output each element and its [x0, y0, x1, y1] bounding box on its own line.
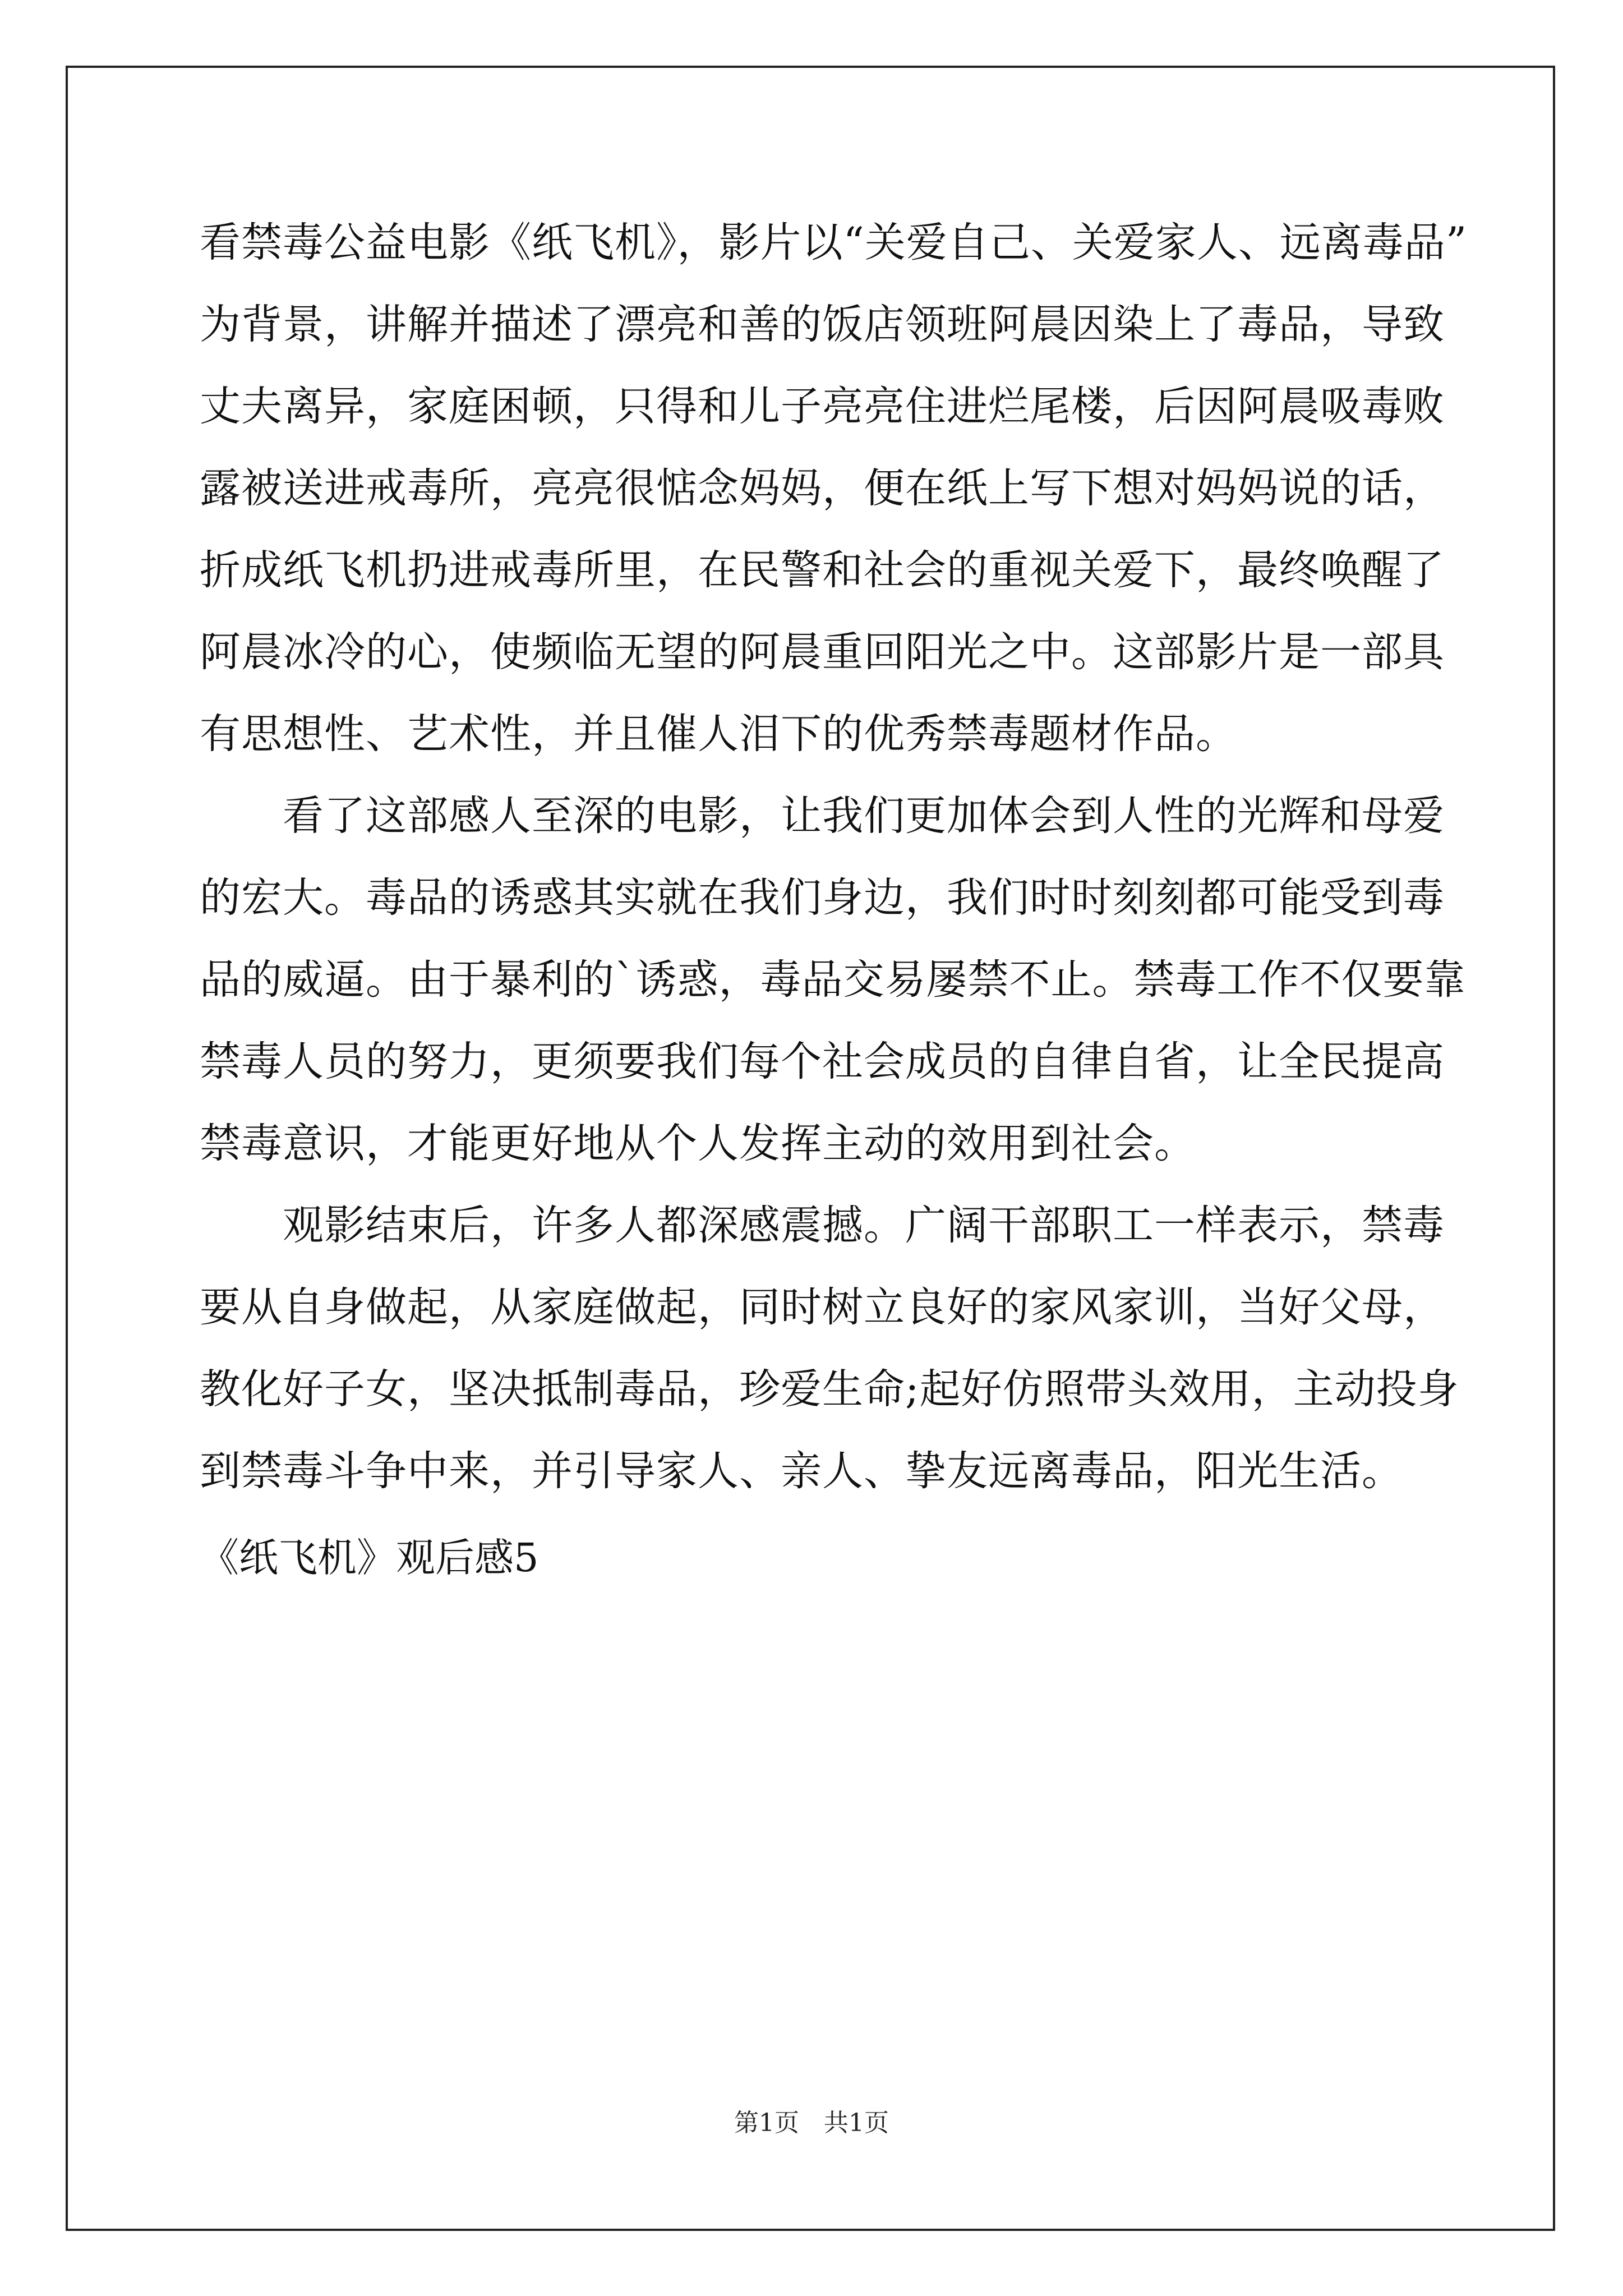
paragraph-1 [200, 202, 1468, 775]
text-line: 为背景，讲解并描述了漂亮和善的饭店领班阿晨因染上了毒品，导致 [200, 301, 1445, 348]
text-line: 丈夫离异，家庭困顿，只得和儿子亮亮住进烂尾楼，后因阿晨吸毒败 [200, 383, 1445, 430]
document-body [200, 202, 1468, 1599]
text-line: 看了这部感人至深的电影，让我们更加体会到人性的光辉和母爱 [283, 792, 1445, 840]
text-line: 看禁毒公益电影《纸飞机》，影片以“关爱自己、关爱家人、远离毒品” [200, 219, 1468, 266]
text-line: 的宏大。毒品的诱惑其实就在我们身边，我们时时刻刻都可能受到毒 [200, 874, 1445, 922]
text-line: 露被送进戒毒所，亮亮很惦念妈妈，便在纸上写下想对妈妈说的话， [200, 464, 1445, 512]
section-heading: 《纸飞机》观后感5 [200, 1535, 539, 1581]
text-line: 折成纸飞机扔进戒毒所里，在民警和社会的重视关爱下，最终唤醒了 [200, 546, 1445, 594]
text-line: 到禁毒斗争中来，并引导家人、亲人、挚友远离毒品，阳光生活。 [200, 1447, 1403, 1495]
text-line: 要从自身做起，从家庭做起，同时树立良好的家风家训，当好父母， [200, 1283, 1445, 1331]
text-line: 禁毒人员的努力，更须要我们每个社会成员的自律自省，让全民提高 [200, 1038, 1445, 1085]
text-line: 阿晨冰冷的心，使频临无望的阿晨重回阳光之中。这部影片是一部具 [200, 628, 1445, 676]
text-line: 观影结束后，许多人都深感震撼。广阔干部职工一样表示，禁毒 [283, 1202, 1445, 1249]
text-line: 禁毒意识，才能更好地从个人发挥主动的效用到社会。 [200, 1120, 1196, 1167]
text-line: 有思想性、艺术性，并且催人泪下的优秀禁毒题材作品。 [200, 710, 1237, 758]
page-footer: 第1页 共1页 [734, 2109, 889, 2137]
text-line: 品的威逼。由于暴利的`诱惑，毒品交易屡禁不止。禁毒工作不仅要靠 [200, 956, 1466, 1004]
paragraph-2 [200, 775, 1466, 1185]
text-line: 教化好子女，坚决抵制毒品，珍爱生命;起好仿照带头效用，主动投身 [200, 1365, 1459, 1413]
paragraph-3 [200, 1185, 1459, 1512]
